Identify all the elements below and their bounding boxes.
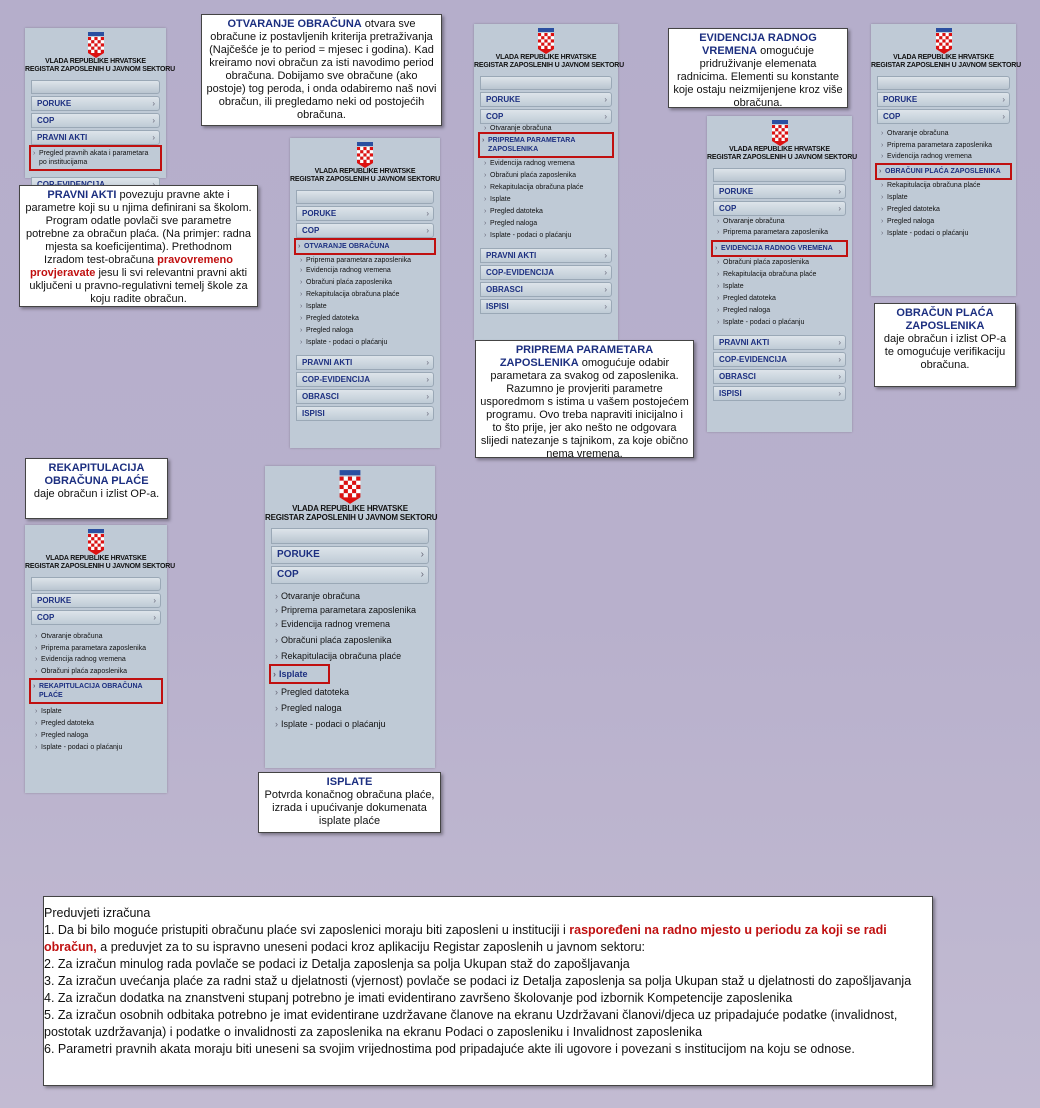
nav-obrasci[interactable]: OBRASCI › — [296, 389, 434, 404]
precondition-item: 2. Za izračun minulog rada povlače se podaci iz Detalja zaposlenja sa polja Ukupan staž do zapošljavanja — [44, 957, 630, 971]
nav-cop[interactable]: COP › — [713, 201, 846, 216]
org-subtitle: REGISTAR ZAPOSLENIH U JAVNOM SEKTORU — [474, 62, 624, 69]
submenu-isplate[interactable]: › Isplate — [269, 664, 330, 684]
submenu-priprema-parametara[interactable]: › Priprema parametara zaposlenika — [300, 255, 434, 265]
submenu-rekapitulacija[interactable]: › Rekapitulacija obračuna plaće — [275, 648, 429, 664]
menu-panel-isplate — [265, 466, 438, 768]
preconditions-title: Preduvjeti izračuna — [44, 906, 151, 920]
precondition-item — [44, 922, 932, 956]
submenu-isplate-podaci[interactable]: › Isplate - podaci o plaćanju — [275, 716, 429, 732]
croatian-coat-of-arms-icon — [86, 32, 106, 58]
submenu-isplate[interactable]: › Isplate — [35, 706, 161, 718]
note-text: otvara sve obračune iz postavljenih kriterija pretraživanja (Najčešće je to period = mjesec i godina). Kad kreiramo novi obračun za isti navodimo period obračuna. Dobijamo sve obračune (ako postoje) tog peroda, i onda odabiremo naš novi obračun, ili pregledamo neki od postojećih obračuna. — [206, 18, 437, 121]
nav-cop-evidencija[interactable]: COP-EVIDENCIJA › — [296, 372, 434, 387]
org-subtitle: REGISTAR ZAPOSLENIH U JAVNOM SEKTORU — [265, 513, 438, 522]
panel-header — [871, 24, 1021, 70]
panel-header — [707, 116, 857, 162]
menu-panel-priprema — [474, 24, 624, 340]
croatian-coat-of-arms-icon — [337, 470, 363, 504]
note-otvaranje-obracuna — [201, 14, 442, 126]
submenu-obracuni[interactable]: › Obračuni plaća zaposlenika — [300, 277, 434, 289]
org-name: VLADA REPUBLIKE HRVATSKE — [495, 54, 597, 61]
submenu-priprema-parametara[interactable]: › PRIPREMA PARAMETARA ZAPOSLENIKA — [478, 132, 614, 158]
submenu-evidencija[interactable]: › EVIDENCIJA RADNOG VREMENA — [711, 240, 848, 257]
panel-header — [290, 138, 440, 184]
nav-ispisi[interactable]: ISPISI › — [713, 386, 846, 401]
precondition-item: 5. Za izračun osobnih odbitaka potrebno je imat evidentirane uzdržavane članove na ekranu Uzdržavani članovi/djeca uz pripadajuće podatke (invalidnost, postotak uzdržavanja) i podatke o invalidnosti za zaposlenika na ekranu Podaci o zaposleniku i Invalidnost zaposlenika — [44, 1008, 898, 1039]
submenu-obracuni[interactable]: › Obračuni plaća zaposlenika — [275, 632, 429, 648]
submenu-isplate[interactable]: › Isplate — [300, 301, 434, 313]
nav-cop[interactable]: COP › — [480, 109, 612, 124]
org-subtitle: REGISTAR ZAPOSLENIH U JAVNOM SEKTORU — [290, 176, 440, 183]
submenu-pregled-naloga[interactable]: › Pregled naloga — [881, 216, 1010, 228]
nav-cop[interactable]: COP › — [31, 610, 161, 625]
org-subtitle: REGISTAR ZAPOSLENIH U JAVNOM SEKTORU — [25, 563, 175, 570]
submenu-obracuni[interactable]: › Obračuni plaća zaposlenika — [484, 170, 612, 182]
org-name: VLADA REPUBLIKE HRVATSKE — [729, 146, 830, 153]
submenu-pregled-naloga[interactable]: › Pregled naloga — [484, 218, 612, 230]
note-title: EVIDENCIJA RADNOG VREMENA — [699, 32, 817, 57]
submenu-obracuni-placa[interactable]: › OBRAČUNI PLAĆA ZAPOSLENIKA — [875, 163, 1012, 180]
precondition-item: 4. Za izračun dodatka na znanstveni stupanj potrebno je imati evidentirano završeno školovanje pod izbornik Kompetencije zaposlenika — [44, 991, 793, 1005]
submenu-otvaranje[interactable]: › Otvaranje obračuna — [484, 124, 612, 132]
nav-cop[interactable]: COP › — [271, 566, 429, 584]
preconditions-box — [43, 896, 933, 1086]
croatian-coat-of-arms-icon — [86, 529, 106, 555]
submenu-obracuni[interactable]: › Obračuni plaća zaposlenika — [717, 257, 846, 269]
nav-poruke[interactable]: PORUKE › — [480, 92, 612, 107]
org-name: VLADA REPUBLIKE HRVATSKE — [292, 504, 408, 513]
precondition-text: 1. Da bi bilo moguće pristupiti obračunu plaće svi zaposlenici moraju biti zaposleni u instituciji i — [44, 923, 566, 937]
note-text: Potvrda konačnog obračuna plaće, izrada i upućivanje dokumenata isplate plaće — [264, 789, 435, 827]
note-obracun-placa — [874, 303, 1016, 387]
croatian-coat-of-arms-icon — [934, 28, 954, 54]
submenu-isplate-podaci[interactable]: › Isplate - podaci o plaćanju — [484, 230, 612, 242]
note-title: REKAPITULACIJA OBRAČUNA PLAĆE — [44, 462, 149, 487]
croatian-coat-of-arms-icon — [355, 142, 375, 168]
nav-spacer — [713, 168, 846, 182]
submenu-priprema[interactable]: › Priprema parametara zaposlenika — [717, 228, 846, 240]
menu-panel-obracuni — [871, 24, 1021, 296]
submenu-rekapitulacija[interactable]: › Rekapitulacija obračuna plaće — [717, 269, 846, 281]
note-text: omogućuje pridruživanje elemenata radnicima. Elementi su konstante koje ostaju neizmijenjene kroz više obračuna. — [673, 45, 843, 109]
panel-header — [25, 28, 175, 74]
note-priprema-parametara — [475, 340, 694, 458]
note-evidencija — [668, 28, 848, 108]
nav-obrasci[interactable]: OBRASCI › — [713, 369, 846, 384]
nav-spacer — [31, 80, 160, 94]
submenu-isplate-podaci[interactable]: › Isplate - podaci o plaćanju — [717, 317, 846, 329]
submenu-priprema[interactable]: › Priprema parametara zaposlenika — [275, 604, 429, 616]
submenu-isplate[interactable]: › Isplate — [717, 281, 846, 293]
panel-header — [265, 466, 438, 522]
croatian-coat-of-arms-icon — [536, 28, 556, 54]
nav-cop[interactable]: COP › — [296, 223, 434, 238]
nav-poruke[interactable]: PORUKE › — [877, 92, 1010, 107]
submenu-rekapitulacija[interactable]: › Rekapitulacija obračuna plaće — [300, 289, 434, 301]
submenu-pregled-naloga[interactable]: › Pregled naloga — [275, 700, 429, 716]
note-rekapitulacija — [25, 458, 168, 519]
note-title: PRIPREMA PARAMETARA ZAPOSLENIKA — [499, 344, 654, 369]
nav-pravni-akti[interactable]: PRAVNI AKTI › — [713, 335, 846, 350]
submenu-evidencija[interactable]: › Evidencija radnog vremena — [300, 265, 434, 277]
nav-obrasci[interactable]: OBRASCI › — [480, 282, 612, 297]
nav-spacer — [31, 577, 161, 591]
submenu-otvaranje[interactable]: › Otvaranje obračuna — [881, 128, 1010, 140]
precondition-text: a preduvjet za to su ispravno uneseni podaci kroz aplikaciju Registar zaposlenih u javnom sektoru: — [100, 940, 646, 954]
note-pravni-akti — [19, 185, 258, 307]
nav-spacer — [877, 76, 1010, 90]
org-subtitle: REGISTAR ZAPOSLENIH U JAVNOM SEKTORU — [25, 66, 175, 73]
note-title: OTVARANJE OBRAČUNA — [227, 18, 362, 30]
menu-panel-rekapitulacija — [25, 525, 175, 793]
org-name: VLADA REPUBLIKE HRVATSKE — [314, 168, 416, 175]
nav-cop[interactable]: COP › — [31, 113, 160, 128]
org-subtitle: REGISTAR ZAPOSLENIH U JAVNOM SEKTORU — [707, 154, 857, 161]
submenu-pregled-naloga[interactable]: › Pregled naloga — [300, 325, 434, 337]
submenu-pregled-pravnih-akata[interactable]: › Pregled pravnih akata i parametara po institucijama — [29, 145, 162, 171]
submenu-evidencija[interactable]: › Evidencija radnog vremena — [881, 151, 1010, 163]
submenu-pregled-datoteka[interactable]: › Pregled datoteka — [881, 204, 1010, 216]
note-isplate — [258, 772, 441, 833]
submenu-otvaranje-obracuna[interactable]: › OTVARANJE OBRAČUNA — [294, 238, 436, 255]
submenu-priprema[interactable]: › Priprema parametara zaposlenika — [35, 643, 161, 654]
submenu-isplate[interactable]: › Isplate — [881, 192, 1010, 204]
submenu-evidencija[interactable]: › Evidencija radnog vremena — [275, 616, 429, 632]
nav-ispisi[interactable]: ISPISI › — [296, 406, 434, 421]
nav-spacer — [480, 76, 612, 90]
submenu-otvaranje[interactable]: › Otvaranje obračuna — [717, 216, 846, 228]
submenu-pregled-naloga[interactable]: › Pregled naloga — [717, 305, 846, 317]
nav-poruke[interactable]: PORUKE › — [271, 546, 429, 564]
submenu-pregled-datoteka[interactable]: › Pregled datoteka — [300, 313, 434, 325]
submenu-rekapitulacija[interactable]: › Rekapitulacija obračuna plaće — [881, 180, 1010, 192]
submenu-isplate-podaci[interactable]: › Isplate - podaci o plaćanju — [35, 742, 161, 754]
croatian-coat-of-arms-icon — [770, 120, 790, 146]
submenu-priprema[interactable]: › Priprema parametara zaposlenika — [881, 140, 1010, 151]
org-subtitle: REGISTAR ZAPOSLENIH U JAVNOM SEKTORU — [871, 62, 1021, 69]
note-text: daje obračun i izlist OP-a. — [33, 488, 160, 500]
nav-poruke[interactable]: PORUKE › — [296, 206, 434, 221]
org-name: VLADA REPUBLIKE HRVATSKE — [893, 54, 994, 61]
nav-pravni-akti[interactable]: PRAVNI AKTI › — [296, 355, 434, 370]
nav-cop[interactable]: COP › — [877, 109, 1010, 124]
menu-panel-pravni-akti — [25, 28, 175, 178]
nav-pravni-akti[interactable]: PRAVNI AKTI › — [31, 130, 160, 145]
note-title: ISPLATE — [326, 776, 373, 788]
org-name: VLADA REPUBLIKE HRVATSKE — [45, 555, 147, 562]
submenu-isplate-podaci[interactable]: › Isplate - podaci o plaćanju — [881, 228, 1010, 240]
submenu-evidencija[interactable]: › Evidencija radnog vremena — [35, 654, 161, 666]
org-name: VLADA REPUBLIKE HRVATSKE — [45, 58, 146, 65]
submenu-evidencija[interactable]: › Evidencija radnog vremena — [484, 158, 612, 170]
precondition-highlight: raspoređeni na radno mjesto u periodu za koji se radi obračun, — [44, 923, 887, 954]
submenu-obracuni[interactable]: › Obračuni plaća zaposlenika — [35, 666, 161, 678]
precondition-item: 3. Za izračun uvećanja plaće za radni staž u djelatnosti (vjernost) povlače se podaci iz Detalja zaposlenja sa polja Ukupan staž u djelatnosti do zapošljavanja — [44, 974, 912, 988]
submenu-pregled-datoteka[interactable]: › Pregled datoteka — [35, 718, 161, 730]
submenu-rekapitulacija[interactable]: › REKAPITULACIJA OBRAČUNA PLAĆE — [29, 678, 163, 704]
nav-poruke[interactable]: PORUKE › — [31, 593, 161, 608]
note-title: PRAVNI AKTI — [47, 189, 117, 201]
nav-cop-evidencija[interactable]: COP-EVIDENCIJA › — [480, 265, 612, 280]
submenu-pregled-naloga[interactable]: › Pregled naloga — [35, 730, 161, 742]
submenu-otvaranje[interactable]: › Otvaranje obračuna — [35, 631, 161, 643]
submenu-pregled-datoteka[interactable]: › Pregled datoteka — [717, 293, 846, 305]
note-text: povezuju pravne akte i parametre koji su u njima definirani sa školom. Program odatle povlači sve parametre potrebne za obračun plaća. (Na primjer: radna mjesta sa koeficijentima). Prethodnom Izradom test-obračuna — [25, 189, 252, 266]
nav-poruke[interactable]: PORUKE › — [31, 96, 160, 111]
submenu-pregled-datoteka[interactable]: › Pregled datoteka — [275, 684, 429, 700]
note-text: omogućuje odabir parametara za svakog od zaposlenika. Razumno je provjeriti parametre usporedmom s istima u vašem postojećem programu. Ovo treba napraviti inicijalno i to što prije, jer ako nešto ne odgovara slijedi natezanje s tajnikom, za koje obično nema vremena. — [480, 357, 689, 460]
submenu-pregled-datoteka[interactable]: › Pregled datoteka — [484, 206, 612, 218]
nav-poruke[interactable]: PORUKE › — [713, 184, 846, 199]
note-text: daje obračun i izlist OP-a te omogućuje verifikaciju obračuna. — [883, 333, 1007, 371]
panel-header — [25, 525, 175, 571]
nav-pravni-akti[interactable]: PRAVNI AKTI › — [480, 248, 612, 263]
nav-ispisi[interactable]: ISPISI › — [480, 299, 612, 314]
submenu-isplate-podaci[interactable]: › Isplate - podaci o plaćanju — [300, 337, 434, 349]
nav-spacer — [296, 190, 434, 204]
submenu-otvaranje[interactable]: › Otvaranje obračuna — [275, 588, 429, 604]
menu-panel-otvaranje — [290, 138, 440, 448]
submenu-rekapitulacija[interactable]: › Rekapitulacija obračuna plaće — [484, 182, 612, 194]
note-highlight: pravovremeno provjeravate — [29, 254, 233, 279]
note-title: OBRAČUN PLAĆA ZAPOSLENIKA — [896, 307, 994, 332]
menu-panel-evidencija — [707, 116, 857, 432]
panel-header — [474, 24, 624, 70]
note-text: jesu li svi relevantni pravni akti uključeni u pravno-regulativni temelj škole za koju radite obračun. — [29, 267, 248, 305]
nav-cop-evidencija[interactable]: COP-EVIDENCIJA › — [713, 352, 846, 367]
nav-spacer — [271, 528, 429, 544]
precondition-item: 6. Parametri pravnih akata moraju biti uneseni sa svojim vrijednostima pod pripadajuće akte ili ugovore i povezani s institucijom na koju se odnose. — [44, 1042, 855, 1056]
submenu-isplate[interactable]: › Isplate — [484, 194, 612, 206]
